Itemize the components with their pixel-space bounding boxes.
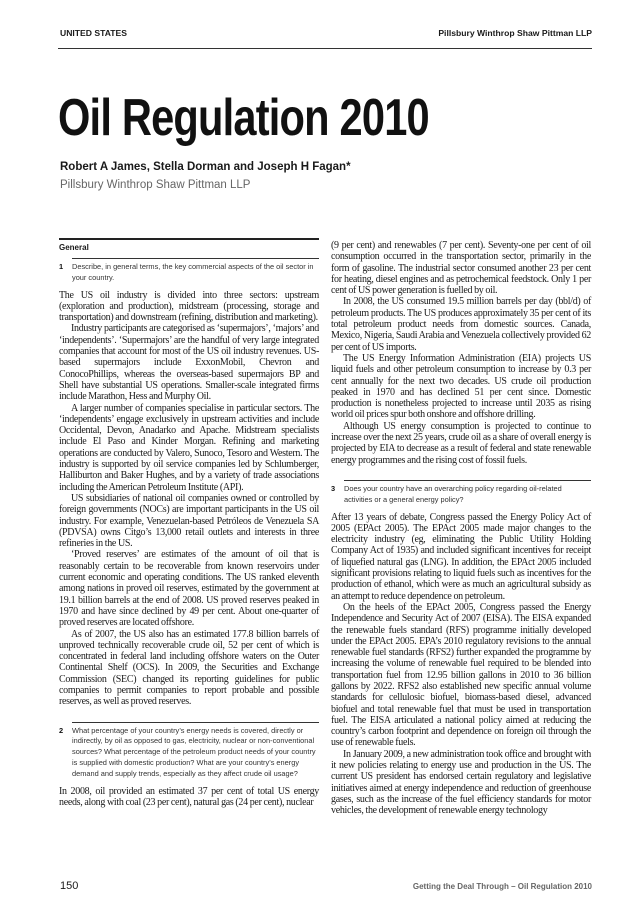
page-number: 150 [60, 880, 79, 892]
question-2 [59, 722, 319, 780]
question-3 [331, 480, 591, 506]
section-heading: General [59, 238, 319, 253]
paragraph: Industry participants are categorised as ‘supermajors’, ‘majors’ and ‘independents’. ‘Supermajors’ are the handful of very large integrated companies that account for most of the US oil industry revenues. US-based supermajors include ExxonMobil, Chevron and ConocoPhillips, whereas the overseas-based supermajors BP and Shell have substantial US operations. Smaller-scale integrated firms include Marathon, Hess and Murphy Oil. [59, 323, 319, 403]
question-text: Describe, in general terms, the key commercial aspects of the oil sector in your country. [72, 258, 319, 284]
paragraph: The US Energy Information Administration (EIA) projects US liquid fuels and other petroleum consumption to increase by 0.3 per cent annually for the next two decades. US crude oil production peaked in 1970 and has declined 51 per cent since. Domestic production is nonetheless projected to increase until 2035 as rising world oil prices spur both onshore and offshore drilling. [331, 352, 591, 421]
running-header [58, 28, 592, 49]
header-country: UNITED STATES [60, 28, 127, 38]
paragraph: A larger number of companies specialise in particular sectors. The ‘independents’ engage exclusively in upstream activities and include Occidental, Devon, Anadarko and Apache. Midstream specialists include El Paso and Kinder Morgan. Refining and marketing operations are conducted by Valero, Sunoco, Tesoro and Western. The industry is supported by oil service companies led by Schlumberger, Halliburton and Baker Hughes, and by a variety of trade associations including the American Petroleum Institute (API). [59, 402, 319, 493]
firm-name: Pillsbury Winthrop Shaw Pittman LLP [60, 179, 251, 191]
question-number: 2 [59, 725, 64, 735]
question-1 [59, 258, 319, 284]
left-column [59, 238, 319, 808]
paragraph: As of 2007, the US also has an estimated 177.8 billion barrels of unproved technically recoverable crude oil, 52 per cent of which is concentrated in federal land including offshore waters on the Outer Continental Shelf (OCS). In 2009, the Securities and Exchange Commission (SEC) changed its reporting guidelines for public companies to permit companies to report probable and possible reserves, as well as proved reserves. [59, 628, 319, 708]
question-number: 1 [59, 262, 64, 271]
paragraph: (9 per cent) and renewables (7 per cent). Seventy-one per cent of oil consumption occurred in the transportation sector, primarily in the form of gasoline. The industrial sector consumed another 23 per cent for heating, diesel engines and as petrochemical feedstock. Only 1 per cent of US power generation is fuelled by oil. [331, 240, 591, 297]
question-text: Does your country have an overarching policy regarding oil-related activities or a general energy policy? [344, 480, 591, 506]
right-column [331, 240, 591, 817]
question-number: 3 [331, 483, 336, 493]
paragraph: After 13 years of debate, Congress passed the Energy Policy Act of 2005 (EPAct 2005). The EPAct 2005 made major changes to the electricity industry (eg, eliminating the Public Utility Holding Company Act of 1935) and included significant incentives for receipt of liquefied natural gas (LNG). In addition, the EPAct 2005 included significant provisions relating to liquid fuels such as incentives for the production of ethanol, which were as much an agricultural subsidy as an attempt to reduce dependence on petroleum. [331, 511, 591, 602]
paragraph: In January 2009, a new administration took office and brought with it new policies relating to energy use and production in the US. The current US president has endorsed certain regulatory and legislative initiatives aimed at energy independence and reduction of greenhouse gases, such as the increase of the fuel efficiency standards for motor vehicles, the development of renewable energy technology [331, 748, 591, 817]
paragraph: In 2008, the US consumed 19.5 million barrels per day (bbl/d) of petroleum products. The US produces approximately 35 per cent of its total petroleum product needs from domestic sources. Canada, Mexico, Nigeria, Saudi Arabia and Venezuela collectively provided 62 per cent of US imports. [331, 296, 591, 353]
header-firm: Pillsbury Winthrop Shaw Pittman LLP [438, 28, 592, 38]
authors: Robert A James, Stella Dorman and Joseph H Fagan* [60, 161, 351, 173]
question-text: What percentage of your country’s energy needs is covered, directly or indirectly, by oil as opposed to gas, electricity, nuclear or non-conventional sources? What percentage of the petroleum product needs of your country is supplied with domestic production? What are your country’s energy demand and supply trends, especially as they affect crude oil usage? [72, 722, 319, 780]
paragraph: US subsidiaries of national oil companies owned or controlled by foreign governments (NOCs) are important participants in the US oil industry. For example, Venezuelan-based Petróleos de Venezuela SA (PDVSA) owns Citgo’s 13,000 retail outlets and interests in three refineries in the US. [59, 492, 319, 550]
paragraph: In 2008, oil provided an estimated 37 per cent of total US energy needs, along with coal (23 per cent), natural gas (24 per cent), nuclear [59, 785, 319, 808]
paragraph: On the heels of the EPAct 2005, Congress passed the Energy Independence and Security Act of 2007 (EISA). The EISA expanded the renewable fuels standard (RFS) programme initially developed under the EPAct 2005. EPA’s 2010 regulatory revisions to the annual renewable fuel standards (RFS2) further expanded the programme by increasing the volume of renewable fuel required to be blended into transportation fuel from 12.95 billion gallons in 2010 to 36 billion gallons by 2022. RFS2 also established new specific annual volume standards for cellulosic biofuel, biomass-based diesel, advanced biofuel and total renewable fuel that must be used in transportation fuel. The EISA articulated a national policy aimed at reducing the country’s carbon footprint and dependence on foreign oil through the use of renewable fuels. [331, 601, 591, 749]
paragraph: The US oil industry is divided into three sectors: upstream (exploration and production), midstream (processing, storage and transportation) and downstream (refining, distribution and marketing). [59, 289, 319, 324]
page-footer [60, 880, 592, 894]
page-title: Oil Regulation 2010 [58, 89, 429, 147]
paragraph: ‘Proved reserves’ are estimates of the amount of oil that is reasonably certain to be recoverable from known reservoirs under current economic and operating conditions. The US ranked eleventh among nations in proved oil reserves, estimated by the government at 19.1 billion barrels at the end of 2008. US proved reserves peaked in 1970 and have since declined by 49 per cent. About one-quarter of proved reserves are located offshore. [59, 549, 319, 629]
paragraph: Although US energy consumption is projected to continue to increase over the next 25 years, crude oil as a share of overall energy is projected by EIA to decrease as a result of federal and state renewable energy programmes and the rising cost of fossil fuels. [331, 420, 591, 466]
publication-title: Getting the Deal Through – Oil Regulation 2010 [412, 882, 592, 891]
